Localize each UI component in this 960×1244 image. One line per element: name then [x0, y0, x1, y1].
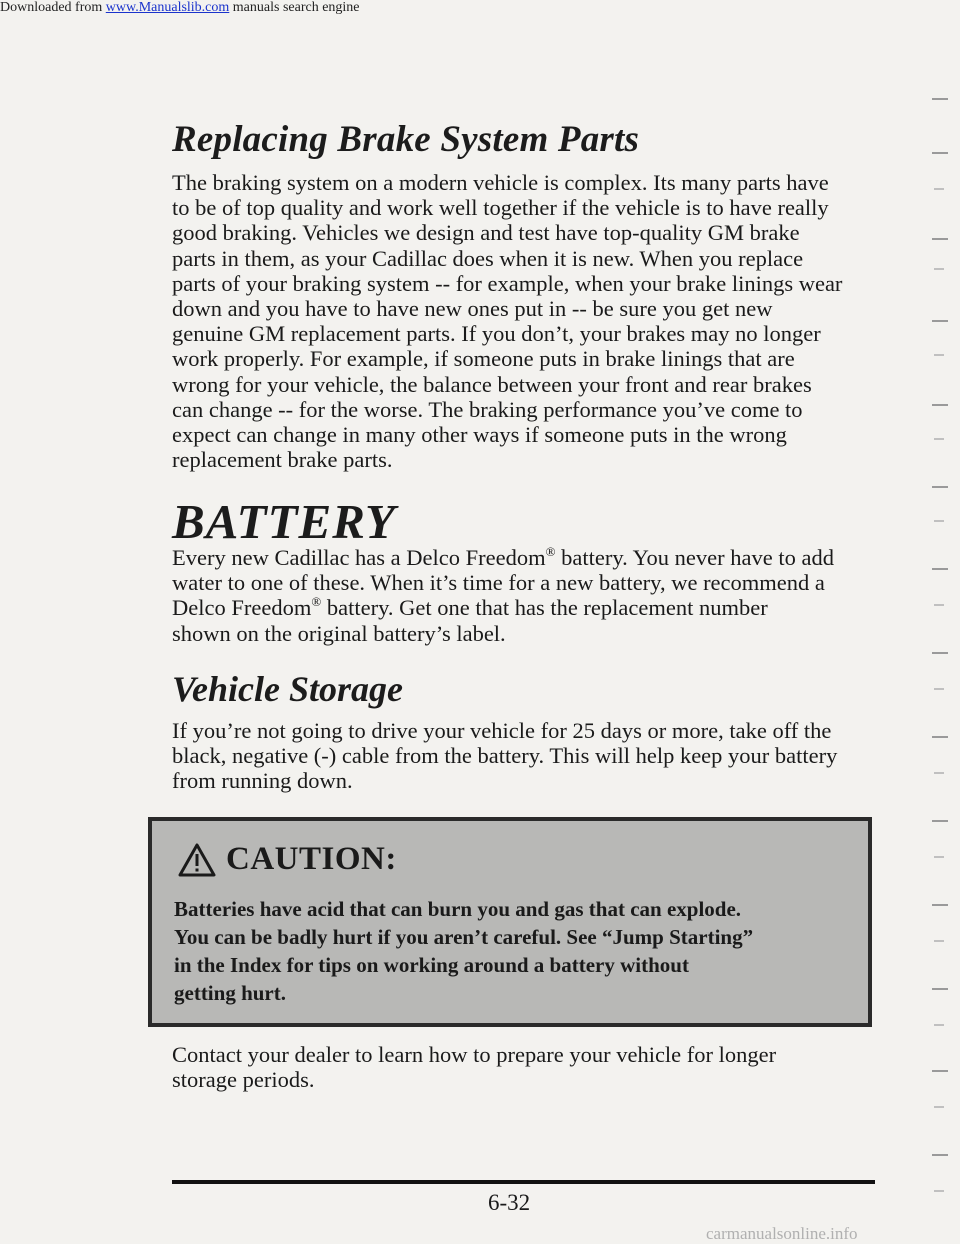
- text-line: shown on the original battery’s label.: [172, 620, 506, 646]
- tick-mark: [934, 438, 944, 440]
- text-line: parts of your braking system -- for example, when your brake linings wear: [172, 270, 843, 296]
- caution-title: [178, 841, 397, 878]
- text-line: down and you have to have new ones put in -- be sure you get new: [172, 296, 773, 322]
- tick-mark: [934, 940, 944, 942]
- caution-box: [148, 817, 872, 1027]
- text-run: Delco Freedom: [172, 595, 312, 621]
- text-line: expect can change in many other ways if someone puts in the wrong: [172, 422, 787, 448]
- text-line: replacement brake parts.: [172, 447, 393, 473]
- tick-mark: [932, 98, 948, 100]
- text-line: [172, 595, 882, 620]
- tick-mark: [934, 188, 944, 190]
- battery-heading: BATTERY: [172, 494, 396, 549]
- vehicle-storage-paragraph: [172, 718, 882, 794]
- text-line: [172, 545, 882, 570]
- brake-parts-paragraph: [172, 170, 882, 472]
- registered-mark: ®: [545, 544, 556, 559]
- banner-prefix: Downloaded from: [0, 0, 106, 15]
- text-line: work properly. For example, if someone puts in brake linings that are: [172, 346, 795, 372]
- text-line: water to one of these. When it’s time for a new battery, we recommend a: [172, 570, 825, 596]
- tick-mark: [932, 320, 948, 322]
- text-line: wrong for your vehicle, the balance between your front and rear brakes: [172, 371, 812, 397]
- tick-mark: [932, 1154, 948, 1156]
- tick-mark: [932, 736, 948, 738]
- tick-mark: [934, 772, 944, 774]
- tick-mark: [932, 988, 948, 990]
- manualslib-link[interactable]: www.Manualslib.com: [105, 0, 230, 15]
- caution-text: [174, 895, 854, 1007]
- tick-mark: [934, 1024, 944, 1026]
- text-line: parts in them, as your Cadillac does when it is new. When you replace: [172, 245, 804, 271]
- tick-mark: [934, 688, 944, 690]
- text-line: from running down.: [172, 768, 353, 794]
- text-line: Contact your dealer to learn how to prepare your vehicle for longer: [172, 1042, 777, 1067]
- watermark: carmanualsonline.info: [706, 1224, 858, 1243]
- text-run: Every new Cadillac has a Delco Freedom: [172, 545, 546, 570]
- text-line: storage periods.: [172, 1067, 315, 1093]
- tick-mark: [932, 652, 948, 654]
- download-banner: [0, 0, 360, 16]
- warning-triangle-icon: [178, 843, 216, 877]
- registered-mark: ®: [311, 594, 322, 610]
- brake-parts-heading: Replacing Brake System Parts: [172, 119, 640, 160]
- tick-mark: [932, 820, 948, 822]
- closing-paragraph: [172, 1042, 882, 1092]
- tick-mark: [934, 520, 944, 522]
- text-line: good braking. Vehicles we design and test have top-quality GM brake: [172, 220, 800, 246]
- tick-mark: [932, 568, 948, 570]
- text-line: The braking system on a modern vehicle is complex. Its many parts have: [172, 170, 829, 195]
- tick-mark: [932, 1070, 948, 1072]
- tick-mark: [934, 1106, 944, 1108]
- text-line: in the Index for tips on working around a battery without: [174, 953, 689, 977]
- text-line: getting hurt.: [174, 981, 286, 1005]
- tick-mark: [934, 268, 944, 270]
- margin-tick-marks: [914, 0, 960, 1242]
- text-line: can change -- for the worse. The braking performance you’ve come to: [172, 396, 803, 422]
- tick-mark: [934, 354, 944, 356]
- battery-paragraph: [172, 545, 882, 646]
- text-line: You can be badly hurt if you aren’t careful. See “Jump Starting”: [174, 925, 754, 949]
- tick-mark: [932, 904, 948, 906]
- text-run: battery. You never have to add: [555, 545, 834, 570]
- tick-mark: [932, 238, 948, 240]
- page-number: 6-32: [488, 1190, 531, 1215]
- tick-mark: [934, 604, 944, 606]
- footer-rule: [172, 1180, 875, 1184]
- tick-mark: [934, 1190, 944, 1192]
- text-line: Batteries have acid that can burn you and gas that can explode.: [174, 897, 742, 921]
- text-line: to be of top quality and work well together if the vehicle is to have really: [172, 195, 829, 221]
- banner-suffix: manuals search engine: [229, 0, 360, 15]
- tick-mark: [932, 404, 948, 406]
- text-run: battery. Get one that has the replacement number: [321, 595, 768, 621]
- vehicle-storage-heading: Vehicle Storage: [172, 669, 403, 709]
- caution-label: CAUTION:: [226, 841, 397, 877]
- tick-mark: [932, 152, 948, 154]
- text-line: If you’re not going to drive your vehicle for 25 days or more, take off the: [172, 718, 832, 743]
- text-line: black, negative (-) cable from the battery. This will help keep your battery: [172, 743, 838, 769]
- text-line: genuine GM replacement parts. If you don’t, your brakes may no longer: [172, 321, 821, 347]
- tick-mark: [932, 486, 948, 488]
- tick-mark: [934, 856, 944, 858]
